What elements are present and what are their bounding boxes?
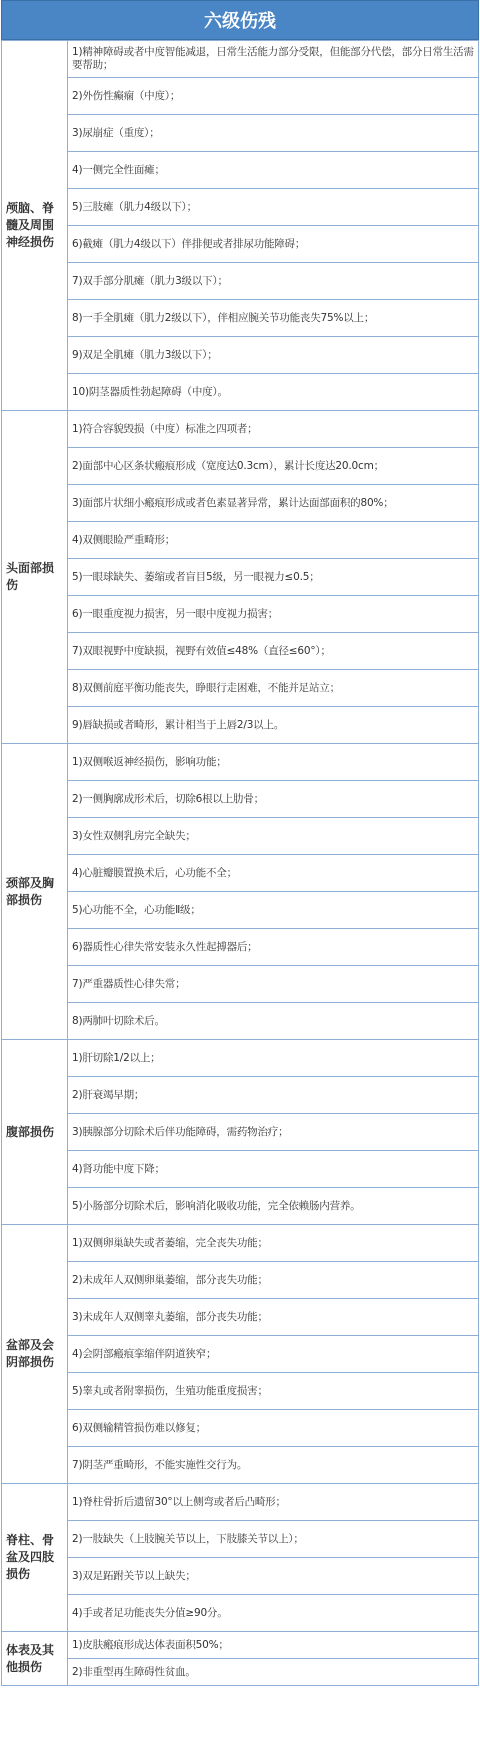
item-cell: 1)双侧卵巢缺失或者萎缩，完全丧失功能； — [68, 1225, 479, 1262]
table-row — [2, 1558, 479, 1595]
table-row — [2, 633, 479, 670]
table-row — [2, 855, 479, 892]
category-cell: 腹部损伤 — [2, 1040, 68, 1225]
table-row — [2, 1373, 479, 1410]
item-cell: 1)精神障碍或者中度智能减退，日常生活能力部分受限，但能部分代偿，部分日常生活需要帮助； — [68, 41, 479, 78]
table-row — [2, 337, 479, 374]
table-row — [2, 1659, 479, 1686]
item-cell: 10)阴茎器质性勃起障碍（中度）。 — [68, 374, 479, 411]
table-row — [2, 485, 479, 522]
item-cell: 3)双足跖跗关节以上缺失； — [68, 1558, 479, 1595]
item-cell: 3)未成年人双侧睾丸萎缩，部分丧失功能； — [68, 1299, 479, 1336]
item-cell: 4)一侧完全性面瘫； — [68, 152, 479, 189]
category-cell: 脊柱、骨盆及四肢损伤 — [2, 1484, 68, 1632]
injury-table — [1, 40, 479, 1686]
item-cell: 1)肝切除1/2以上； — [68, 1040, 479, 1077]
item-cell: 1)脊柱骨折后遗留30°以上侧弯或者后凸畸形； — [68, 1484, 479, 1521]
table-row — [2, 929, 479, 966]
item-cell: 5)睾丸或者附睾损伤，生殖功能重度损害； — [68, 1373, 479, 1410]
table-row — [2, 744, 479, 781]
table-row — [2, 1484, 479, 1521]
table-row — [2, 152, 479, 189]
table-row — [2, 1299, 479, 1336]
item-cell: 9)唇缺损或者畸形，累计相当于上唇2/3以上。 — [68, 707, 479, 744]
item-cell: 3)女性双侧乳房完全缺失； — [68, 818, 479, 855]
item-cell: 2)肝衰竭早期； — [68, 1077, 479, 1114]
category-cell: 头面部损伤 — [2, 411, 68, 744]
table-title: 六级伤残 — [1, 0, 479, 40]
table-row — [2, 300, 479, 337]
item-cell: 4)心脏瓣膜置换术后，心功能不全； — [68, 855, 479, 892]
table-row — [2, 1262, 479, 1299]
item-cell: 7)双手部分肌瘫（肌力3级以下）； — [68, 263, 479, 300]
category-cell: 颅脑、脊髓及周围神经损伤 — [2, 41, 68, 411]
table-row — [2, 1447, 479, 1484]
table-row — [2, 78, 479, 115]
category-cell: 颈部及胸部损伤 — [2, 744, 68, 1040]
table-row — [2, 966, 479, 1003]
table-row — [2, 411, 479, 448]
item-cell: 2)未成年人双侧卵巢萎缩，部分丧失功能； — [68, 1262, 479, 1299]
table-row — [2, 892, 479, 929]
table-row — [2, 1632, 479, 1659]
item-cell: 7)双眼视野中度缺损，视野有效值≤48%（直径≤60°）； — [68, 633, 479, 670]
table-row — [2, 1151, 479, 1188]
item-cell: 3)面部片状细小瘢痕形成或者色素显著异常，累计达面部面积的80%； — [68, 485, 479, 522]
table-row — [2, 1188, 479, 1225]
table-row — [2, 707, 479, 744]
item-cell: 1)符合容貌毁损（中度）标准之四项者； — [68, 411, 479, 448]
table-row — [2, 1410, 479, 1447]
item-cell: 2)面部中心区条状瘢痕形成（宽度达0.3cm），累计长度达20.0cm； — [68, 448, 479, 485]
item-cell: 5)三肢瘫（肌力4级以下）； — [68, 189, 479, 226]
table-row — [2, 1114, 479, 1151]
table-row — [2, 41, 479, 78]
table-row — [2, 1003, 479, 1040]
item-cell: 8)双侧前庭平衡功能丧失，睁眼行走困难，不能并足站立； — [68, 670, 479, 707]
table-row — [2, 1077, 479, 1114]
item-cell: 2)一肢缺失（上肢腕关节以上，下肢膝关节以上）； — [68, 1521, 479, 1558]
item-cell: 8)两肺叶切除术后。 — [68, 1003, 479, 1040]
table-row — [2, 670, 479, 707]
table-row — [2, 522, 479, 559]
item-cell: 6)双侧输精管损伤难以修复； — [68, 1410, 479, 1447]
table-row — [2, 1040, 479, 1077]
category-cell: 体表及其他损伤 — [2, 1632, 68, 1686]
item-cell: 1)双侧喉返神经损伤，影响功能； — [68, 744, 479, 781]
table-row — [2, 115, 479, 152]
item-cell: 4)手或者足功能丧失分值≥90分。 — [68, 1595, 479, 1632]
item-cell: 5)心功能不全，心功能Ⅱ级； — [68, 892, 479, 929]
table-row — [2, 226, 479, 263]
item-cell: 2)外伤性癫痫（中度）； — [68, 78, 479, 115]
table-row — [2, 1595, 479, 1632]
item-cell: 7)严重器质性心律失常； — [68, 966, 479, 1003]
item-cell: 9)双足全肌瘫（肌力3级以下）； — [68, 337, 479, 374]
item-cell: 4)肾功能中度下降； — [68, 1151, 479, 1188]
item-cell: 3)胰腺部分切除术后伴功能障碍，需药物治疗； — [68, 1114, 479, 1151]
category-cell: 盆部及会阴部损伤 — [2, 1225, 68, 1484]
item-cell: 3)尿崩症（重度）； — [68, 115, 479, 152]
item-cell: 2)非重型再生障碍性贫血。 — [68, 1659, 479, 1686]
item-cell: 1)皮肤瘢痕形成达体表面积50%； — [68, 1632, 479, 1659]
item-cell: 6)截瘫（肌力4级以下）伴排便或者排尿功能障碍； — [68, 226, 479, 263]
table-row — [2, 1521, 479, 1558]
item-cell: 7)阴茎严重畸形，不能实施性交行为。 — [68, 1447, 479, 1484]
table-row — [2, 1336, 479, 1373]
item-cell: 5)小肠部分切除术后，影响消化吸收功能，完全依赖肠内营养。 — [68, 1188, 479, 1225]
table-row — [2, 374, 479, 411]
table-row — [2, 1225, 479, 1262]
item-cell: 5)一眼球缺失、萎缩或者盲目5级，另一眼视力≤0.5； — [68, 559, 479, 596]
disability-grade-table — [1, 0, 479, 1686]
item-cell: 6)一眼重度视力损害，另一眼中度视力损害； — [68, 596, 479, 633]
table-row — [2, 448, 479, 485]
item-cell: 4)双侧眼睑严重畸形； — [68, 522, 479, 559]
table-row — [2, 263, 479, 300]
item-cell: 2)一侧胸廓成形术后，切除6根以上肋骨； — [68, 781, 479, 818]
item-cell: 4)会阴部瘢痕挛缩伴阴道狭窄； — [68, 1336, 479, 1373]
item-cell: 6)器质性心律失常安装永久性起搏器后； — [68, 929, 479, 966]
table-row — [2, 818, 479, 855]
table-row — [2, 189, 479, 226]
table-row — [2, 596, 479, 633]
table-row — [2, 781, 479, 818]
table-row — [2, 559, 479, 596]
item-cell: 8)一手全肌瘫（肌力2级以下），伴相应腕关节功能丧失75%以上； — [68, 300, 479, 337]
